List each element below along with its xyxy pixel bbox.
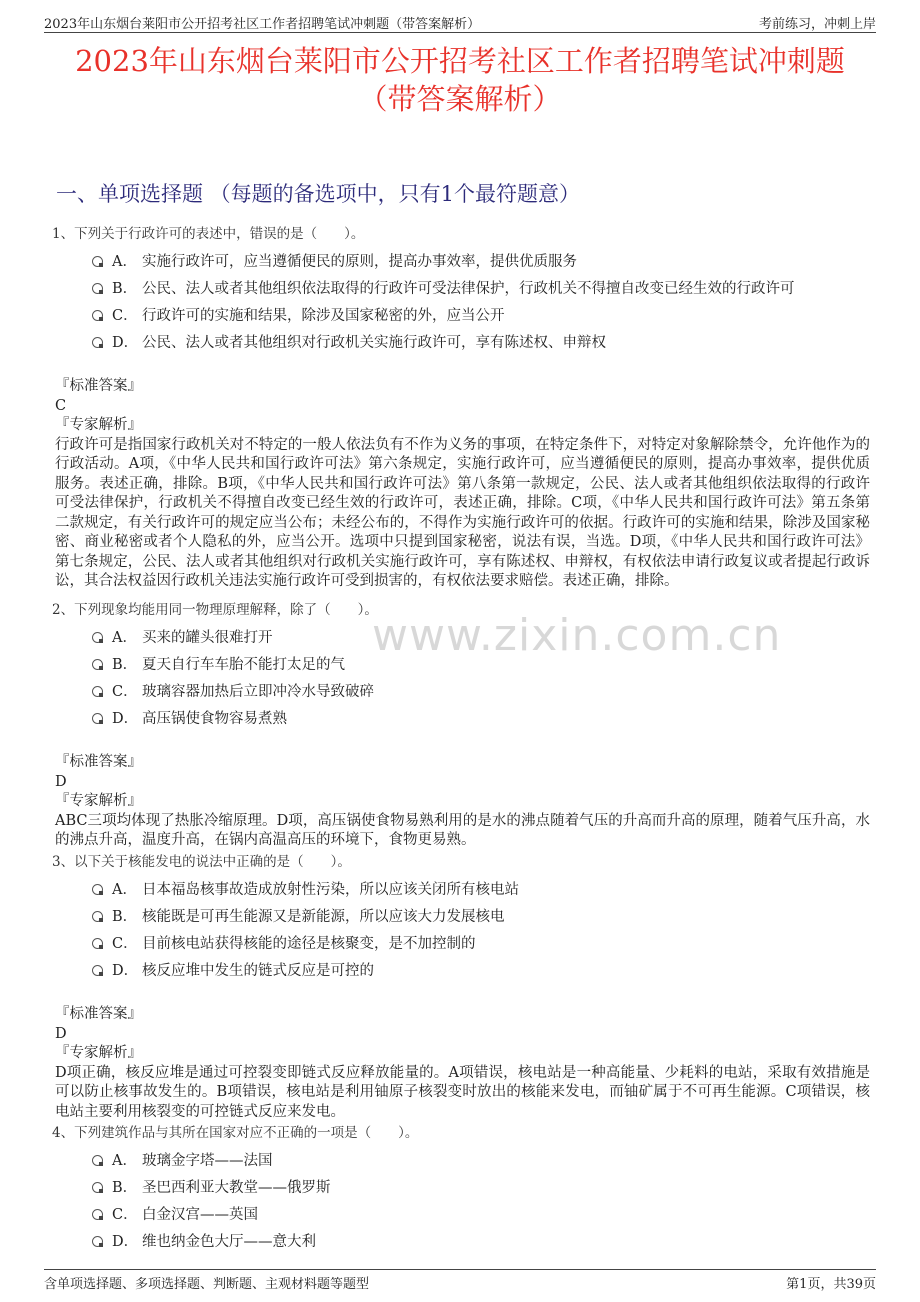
radio-icon[interactable]	[92, 632, 103, 643]
option-d[interactable]	[92, 1227, 876, 1254]
footer-question-types: 含单项选择题、多项选择题、判断题、主观材料题等题型	[44, 1277, 370, 1292]
radio-icon[interactable]	[92, 713, 103, 724]
header-slogan: 考前练习，冲刺上岸	[758, 17, 876, 32]
answer-label: 『标准答案』	[55, 754, 142, 770]
option-letter: A．	[112, 630, 137, 646]
option-d[interactable]	[92, 328, 876, 355]
option-letter: B．	[112, 657, 138, 673]
option-text: 行政许可的实施和结果，除涉及国家秘密的外，应当公开	[142, 308, 505, 324]
option-text: 目前核电站获得核能的途径是核聚变，是不加控制的	[142, 936, 476, 952]
page-footer	[44, 1269, 876, 1292]
question-stem: 1、下列关于行政许可的表述中，错误的是（ ）。	[52, 226, 365, 242]
question-1	[50, 222, 876, 592]
question-stem: 3、以下关于核能发电的说法中正确的是（ ）。	[52, 854, 351, 870]
option-c[interactable]	[92, 929, 876, 956]
answer-label: 『标准答案』	[55, 1006, 142, 1022]
option-letter: B．	[112, 909, 138, 925]
option-letter: B．	[112, 281, 138, 297]
option-d[interactable]	[92, 704, 876, 731]
option-b[interactable]	[92, 650, 876, 677]
analysis-text: 行政许可是指国家行政机关对不特定的一般人依法负有不作为义务的事项，在特定条件下，对特定对象解除禁令，允许他作为的行政活动。A项，《中华人民共和国行政许可法》第六条规定，实施行政许可，应当遵循便民的原则，提高办事效率，提供优质服务。表述正确，排除。B项，《中华人民共和国行政许可法》第八条第一款规定，公民、法人或者其他组织依法取得的行政许可受法律保护，行政机关不得擅自改变已经生效的行政许可，表述正确，排除。C项，《中华人民共和国行政许可法》第五条第二款规定，有关行政许可的规定应当公布；未经公布的，不得作为实施行政许可的依据。行政许可的实施和结果，除涉及国家秘密、商业秘密或者个人隐私的外，应当公开。选项中只提到国家秘密，说法有误，当选。D项，《中华人民共和国行政许可法》第七条规定，公民、法人或者其他组织对行政机关实施行政许可，享有陈述权、申辩权，有权依法申请行政复议或者提起行政诉讼，其合法权益因行政机关违法实施行政许可受到损害的，有权依法要求赔偿。表述正确，排除。	[55, 436, 870, 589]
option-text: 核能既是可再生能源又是新能源，所以应该大力发展核电	[142, 909, 505, 925]
page-title	[0, 42, 920, 118]
question-stem: 4、下列建筑作品与其所在国家对应不正确的一项是（ ）。	[52, 1125, 419, 1141]
answer-value: D	[55, 1025, 67, 1042]
option-letter: B．	[112, 1180, 138, 1196]
radio-icon[interactable]	[92, 911, 103, 922]
analysis-label: 『专家解析』	[55, 417, 142, 433]
option-b[interactable]	[92, 902, 876, 929]
analysis-label: 『专家解析』	[55, 1045, 142, 1061]
radio-icon[interactable]	[92, 965, 103, 976]
title-line-1: 2023年山东烟台莱阳市公开招考社区工作者招聘笔试冲刺题	[75, 44, 845, 78]
option-text: 日本福岛核事故造成放射性污染，所以应该关闭所有核电站	[142, 882, 519, 898]
option-a[interactable]	[92, 247, 876, 274]
question-stem: 2、下列现象均能用同一物理原理解释，除了（ ）。	[52, 602, 378, 618]
radio-icon[interactable]	[92, 1236, 103, 1247]
option-text: 公民、法人或者其他组织对行政机关实施行政许可，享有陈述权、申辩权	[142, 335, 606, 351]
option-b[interactable]	[92, 1173, 876, 1200]
answer-label: 『标准答案』	[55, 378, 142, 394]
answer-value: D	[55, 773, 67, 790]
option-letter: A．	[112, 254, 137, 270]
option-letter: D．	[112, 963, 139, 979]
option-letter: D．	[112, 711, 139, 727]
option-b[interactable]	[92, 274, 876, 301]
analysis-text: D项正确，核反应堆是通过可控裂变即链式反应释放能量的。A项错误，核电站是一种高能量、少耗料的电站，采取有效措施是可以防止核事故发生的。B项错误，核电站是利用铀原子核裂变时放出的核能来发电，而铀矿属于不可再生能源。C项错误，核电站主要利用核裂变的可控链式反应来发电。	[55, 1064, 870, 1120]
analysis-text: ABC三项均体现了热胀冷缩原理。D项，高压锅使食物易熟利用的是水的沸点随着气压的升高而升高的原理，随着气压升高，水的沸点升高，温度升高，在锅内高温高压的环境下，食物更易熟。	[55, 812, 870, 848]
option-text: 实施行政许可，应当遵循便民的原则，提高办事效率，提供优质服务	[142, 254, 577, 270]
title-line-2: （带答案解析）	[358, 82, 562, 116]
option-text: 夏天自行车车胎不能打太足的气	[142, 657, 345, 673]
radio-icon[interactable]	[92, 1155, 103, 1166]
radio-icon[interactable]	[92, 1209, 103, 1220]
option-letter: D．	[112, 335, 139, 351]
option-letter: D．	[112, 1234, 139, 1250]
option-text: 玻璃容器加热后立即冲冷水导致破碎	[142, 684, 374, 700]
option-letter: C．	[112, 308, 138, 324]
page-header	[44, 12, 876, 33]
option-text: 维也纳金色大厅——意大利	[142, 1234, 316, 1250]
radio-icon[interactable]	[92, 310, 103, 321]
option-a[interactable]	[92, 1146, 876, 1173]
section-heading: 一、单项选择题 （每题的备选项中，只有1个最符题意）	[56, 182, 581, 206]
option-text: 公民、法人或者其他组织依法取得的行政许可受法律保护，行政机关不得擅自改变已经生效的行政许可	[142, 281, 795, 297]
option-text: 圣巴西利亚大教堂——俄罗斯	[142, 1180, 331, 1196]
option-text: 核反应堆中发生的链式反应是可控的	[142, 963, 374, 979]
option-letter: C．	[112, 936, 138, 952]
question-4	[50, 1121, 876, 1254]
option-a[interactable]	[92, 875, 876, 902]
question-2	[50, 598, 876, 851]
radio-icon[interactable]	[92, 659, 103, 670]
radio-icon[interactable]	[92, 938, 103, 949]
option-c[interactable]	[92, 1200, 876, 1227]
analysis-label: 『专家解析』	[55, 793, 142, 809]
option-text: 玻璃金字塔——法国	[142, 1153, 273, 1169]
option-text: 高压锅使食物容易煮熟	[142, 711, 287, 727]
option-text: 白金汉宫——英国	[142, 1207, 258, 1223]
radio-icon[interactable]	[92, 256, 103, 267]
radio-icon[interactable]	[92, 686, 103, 697]
option-letter: A．	[112, 882, 137, 898]
radio-icon[interactable]	[92, 1182, 103, 1193]
answer-value: C	[55, 397, 67, 414]
option-c[interactable]	[92, 301, 876, 328]
option-c[interactable]	[92, 677, 876, 704]
option-d[interactable]	[92, 956, 876, 983]
watermark: www.zixin.com.cn	[372, 610, 782, 661]
radio-icon[interactable]	[92, 283, 103, 294]
option-letter: C．	[112, 684, 138, 700]
option-letter: A．	[112, 1153, 137, 1169]
header-doc-title: 2023年山东烟台莱阳市公开招考社区工作者招聘笔试冲刺题（带答案解析）	[44, 17, 481, 32]
radio-icon[interactable]	[92, 884, 103, 895]
radio-icon[interactable]	[92, 337, 103, 348]
option-letter: C．	[112, 1207, 138, 1223]
option-text: 买来的罐头很难打开	[142, 630, 273, 646]
page-number: 第1页，共39页	[786, 1277, 876, 1292]
question-3	[50, 850, 876, 1122]
option-a[interactable]	[92, 623, 876, 650]
